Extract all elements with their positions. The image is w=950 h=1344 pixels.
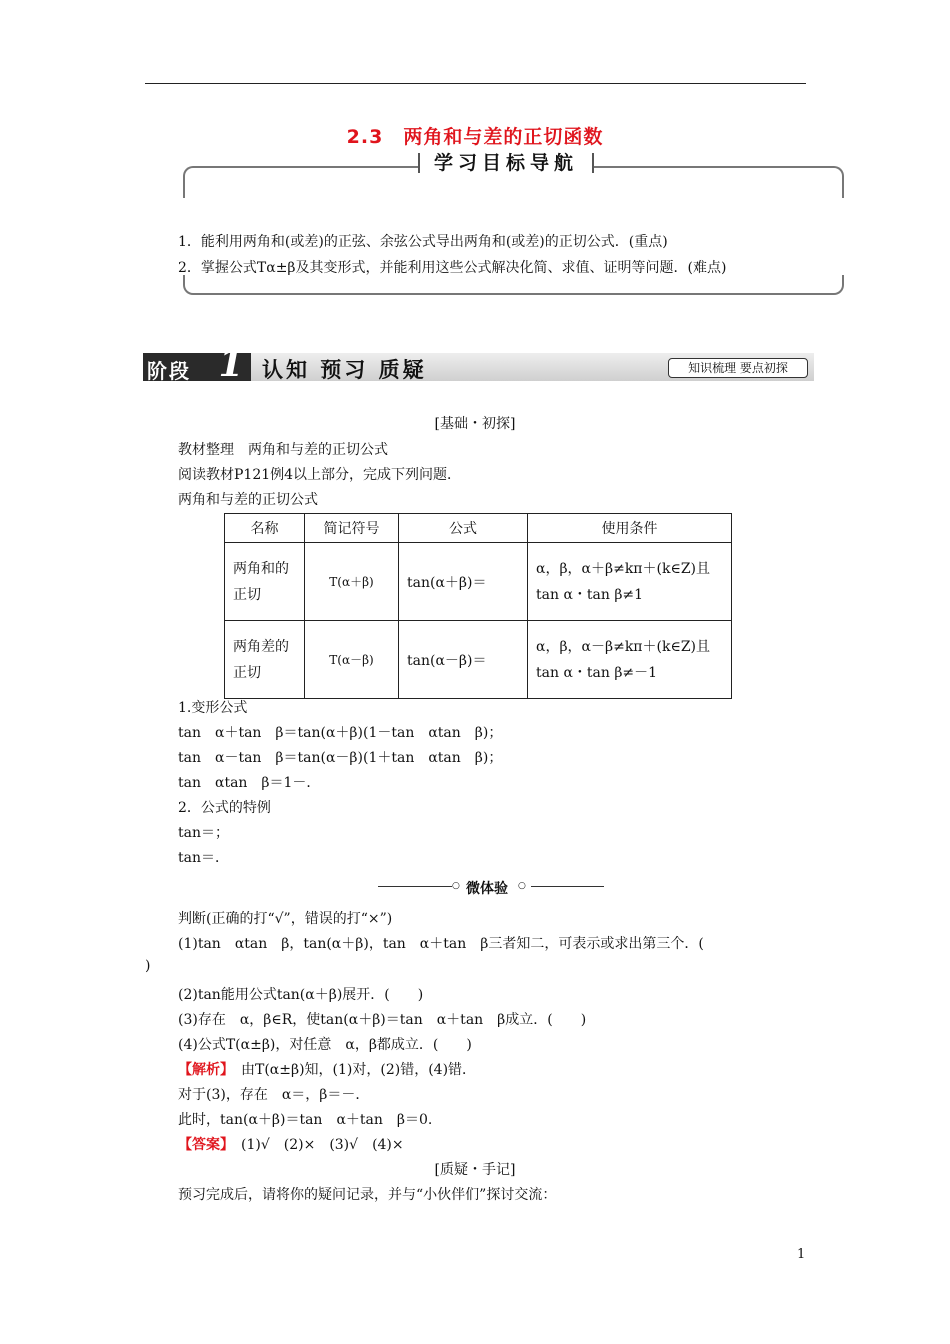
answer-text: (1)√ (2)× (3)√ (4)× <box>227 1137 404 1153</box>
stage-label: 阶段 <box>147 359 191 383</box>
nav-title-right-bar <box>592 153 594 173</box>
table-row <box>225 621 732 699</box>
table-subtitle: 两角和与差的正切公式 <box>178 492 318 508</box>
nav-title-text: 学习目标导航 <box>433 152 578 174</box>
table-cell-formula: tan(α＋β)＝ <box>399 543 528 621</box>
nav-title <box>418 150 594 176</box>
table-header: 名称 <box>225 514 305 543</box>
goal-1: 1．能利用两角和(或差)的正弦、余弦公式导出两角和(或差)的正切公式．(重点) <box>178 234 668 250</box>
question-1: (1)tan αtan β，tan(α＋β)，tan α＋tan β三者知二，可表示或求出第三个．( <box>178 936 704 952</box>
analysis-line-2: 对于(3)，存在 α＝，β＝－． <box>178 1087 370 1103</box>
table-cell-condition: α，β，α－β≠kπ＋(k∈Z)且tan α・tan β≠－1 <box>528 621 732 699</box>
circle-icon: ○ <box>452 881 460 891</box>
analysis-line-3: 此时，tan(α＋β)＝tan α＋tan β＝0. <box>178 1112 433 1128</box>
answer-label: 【答案】 <box>178 1137 227 1153</box>
judge-prompt: 判断(正确的打“√”，错误的打“×”) <box>178 911 393 927</box>
question-3: (3)存在 α，β∈R，使tan(α＋β)＝tan α＋tan β成立．( ) <box>178 1012 587 1028</box>
table-cell-symbol: T(α＋β) <box>305 543 399 621</box>
table-cell-name: 两角差的正切 <box>225 621 305 699</box>
variant-formula-2: tan α－tan β＝tan(α－β)(1＋tan αtan β)； <box>178 750 503 766</box>
question-2: (2)tan能用公式tan(α＋β)展开．( ) <box>178 987 424 1003</box>
answer-line <box>178 1134 404 1154</box>
table-cell-name: 两角和的正切 <box>225 543 305 621</box>
stage-title: 认知 预习 质疑 <box>262 358 427 382</box>
analysis-text: 由T(α±β)知，(1)对，(2)错，(4)错． <box>227 1062 477 1078</box>
table-cell-symbol: T(α－β) <box>305 621 399 699</box>
table-header: 简记符号 <box>305 514 399 543</box>
material-line: 教材整理 两角和与差的正切公式 <box>178 442 388 458</box>
variants-heading: 1.变形公式 <box>178 700 248 716</box>
special-heading: 2．公式的特例 <box>178 800 271 816</box>
header-rule <box>145 83 806 84</box>
table-header: 公式 <box>399 514 528 543</box>
analysis-line <box>178 1059 476 1079</box>
analysis-label: 【解析】 <box>178 1062 227 1078</box>
table-cell-formula: tan(α－β)＝ <box>399 621 528 699</box>
special-case-2: tan＝． <box>178 850 229 866</box>
table-header: 使用条件 <box>528 514 732 543</box>
question-1-tail: ) <box>145 958 151 974</box>
stage-tag: 知识梳理 要点初探 <box>668 358 808 378</box>
micro-heading-text: 微体验 <box>466 881 508 897</box>
table-cell-condition: α，β，α＋β≠kπ＋(k∈Z)且tan α・tan β≠1 <box>528 543 732 621</box>
nav-title-left-bar <box>418 153 420 173</box>
micro-heading <box>378 878 604 897</box>
page-title: 2.3 两角和与差的正切函数 <box>346 126 604 148</box>
variant-formula-1: tan α＋tan β＝tan(α＋β)(1－tan αtan β)； <box>178 725 503 741</box>
notes-heading: [质疑・手记] <box>434 1162 516 1178</box>
table-header-row <box>225 514 732 543</box>
special-case-1: tan＝； <box>178 825 229 841</box>
goal-2: 2．掌握公式Tα±β及其变形式，并能利用这些公式解决化简、求值、证明等问题．(难点) <box>178 260 727 276</box>
goals-frame-bottom <box>183 275 844 295</box>
micro-rule-right <box>531 886 604 887</box>
notes-text: 预习完成后，请将你的疑问记录，并与“小伙伴们”探讨交流： <box>178 1187 557 1203</box>
question-4: (4)公式T(α±β)，对任意 α，β都成立．( ) <box>178 1037 472 1053</box>
formula-table <box>224 513 732 699</box>
table-row <box>225 543 732 621</box>
read-line: 阅读教材P121例4以上部分，完成下列问题． <box>178 467 462 483</box>
variant-formula-3: tan αtan β＝1－． <box>178 775 321 791</box>
page-number: 1 <box>797 1247 806 1262</box>
stage-number: 1 <box>218 343 244 385</box>
basics-heading: [基础・初探] <box>434 416 516 432</box>
micro-rule-left <box>378 886 452 887</box>
circle-icon: ○ <box>518 881 526 891</box>
